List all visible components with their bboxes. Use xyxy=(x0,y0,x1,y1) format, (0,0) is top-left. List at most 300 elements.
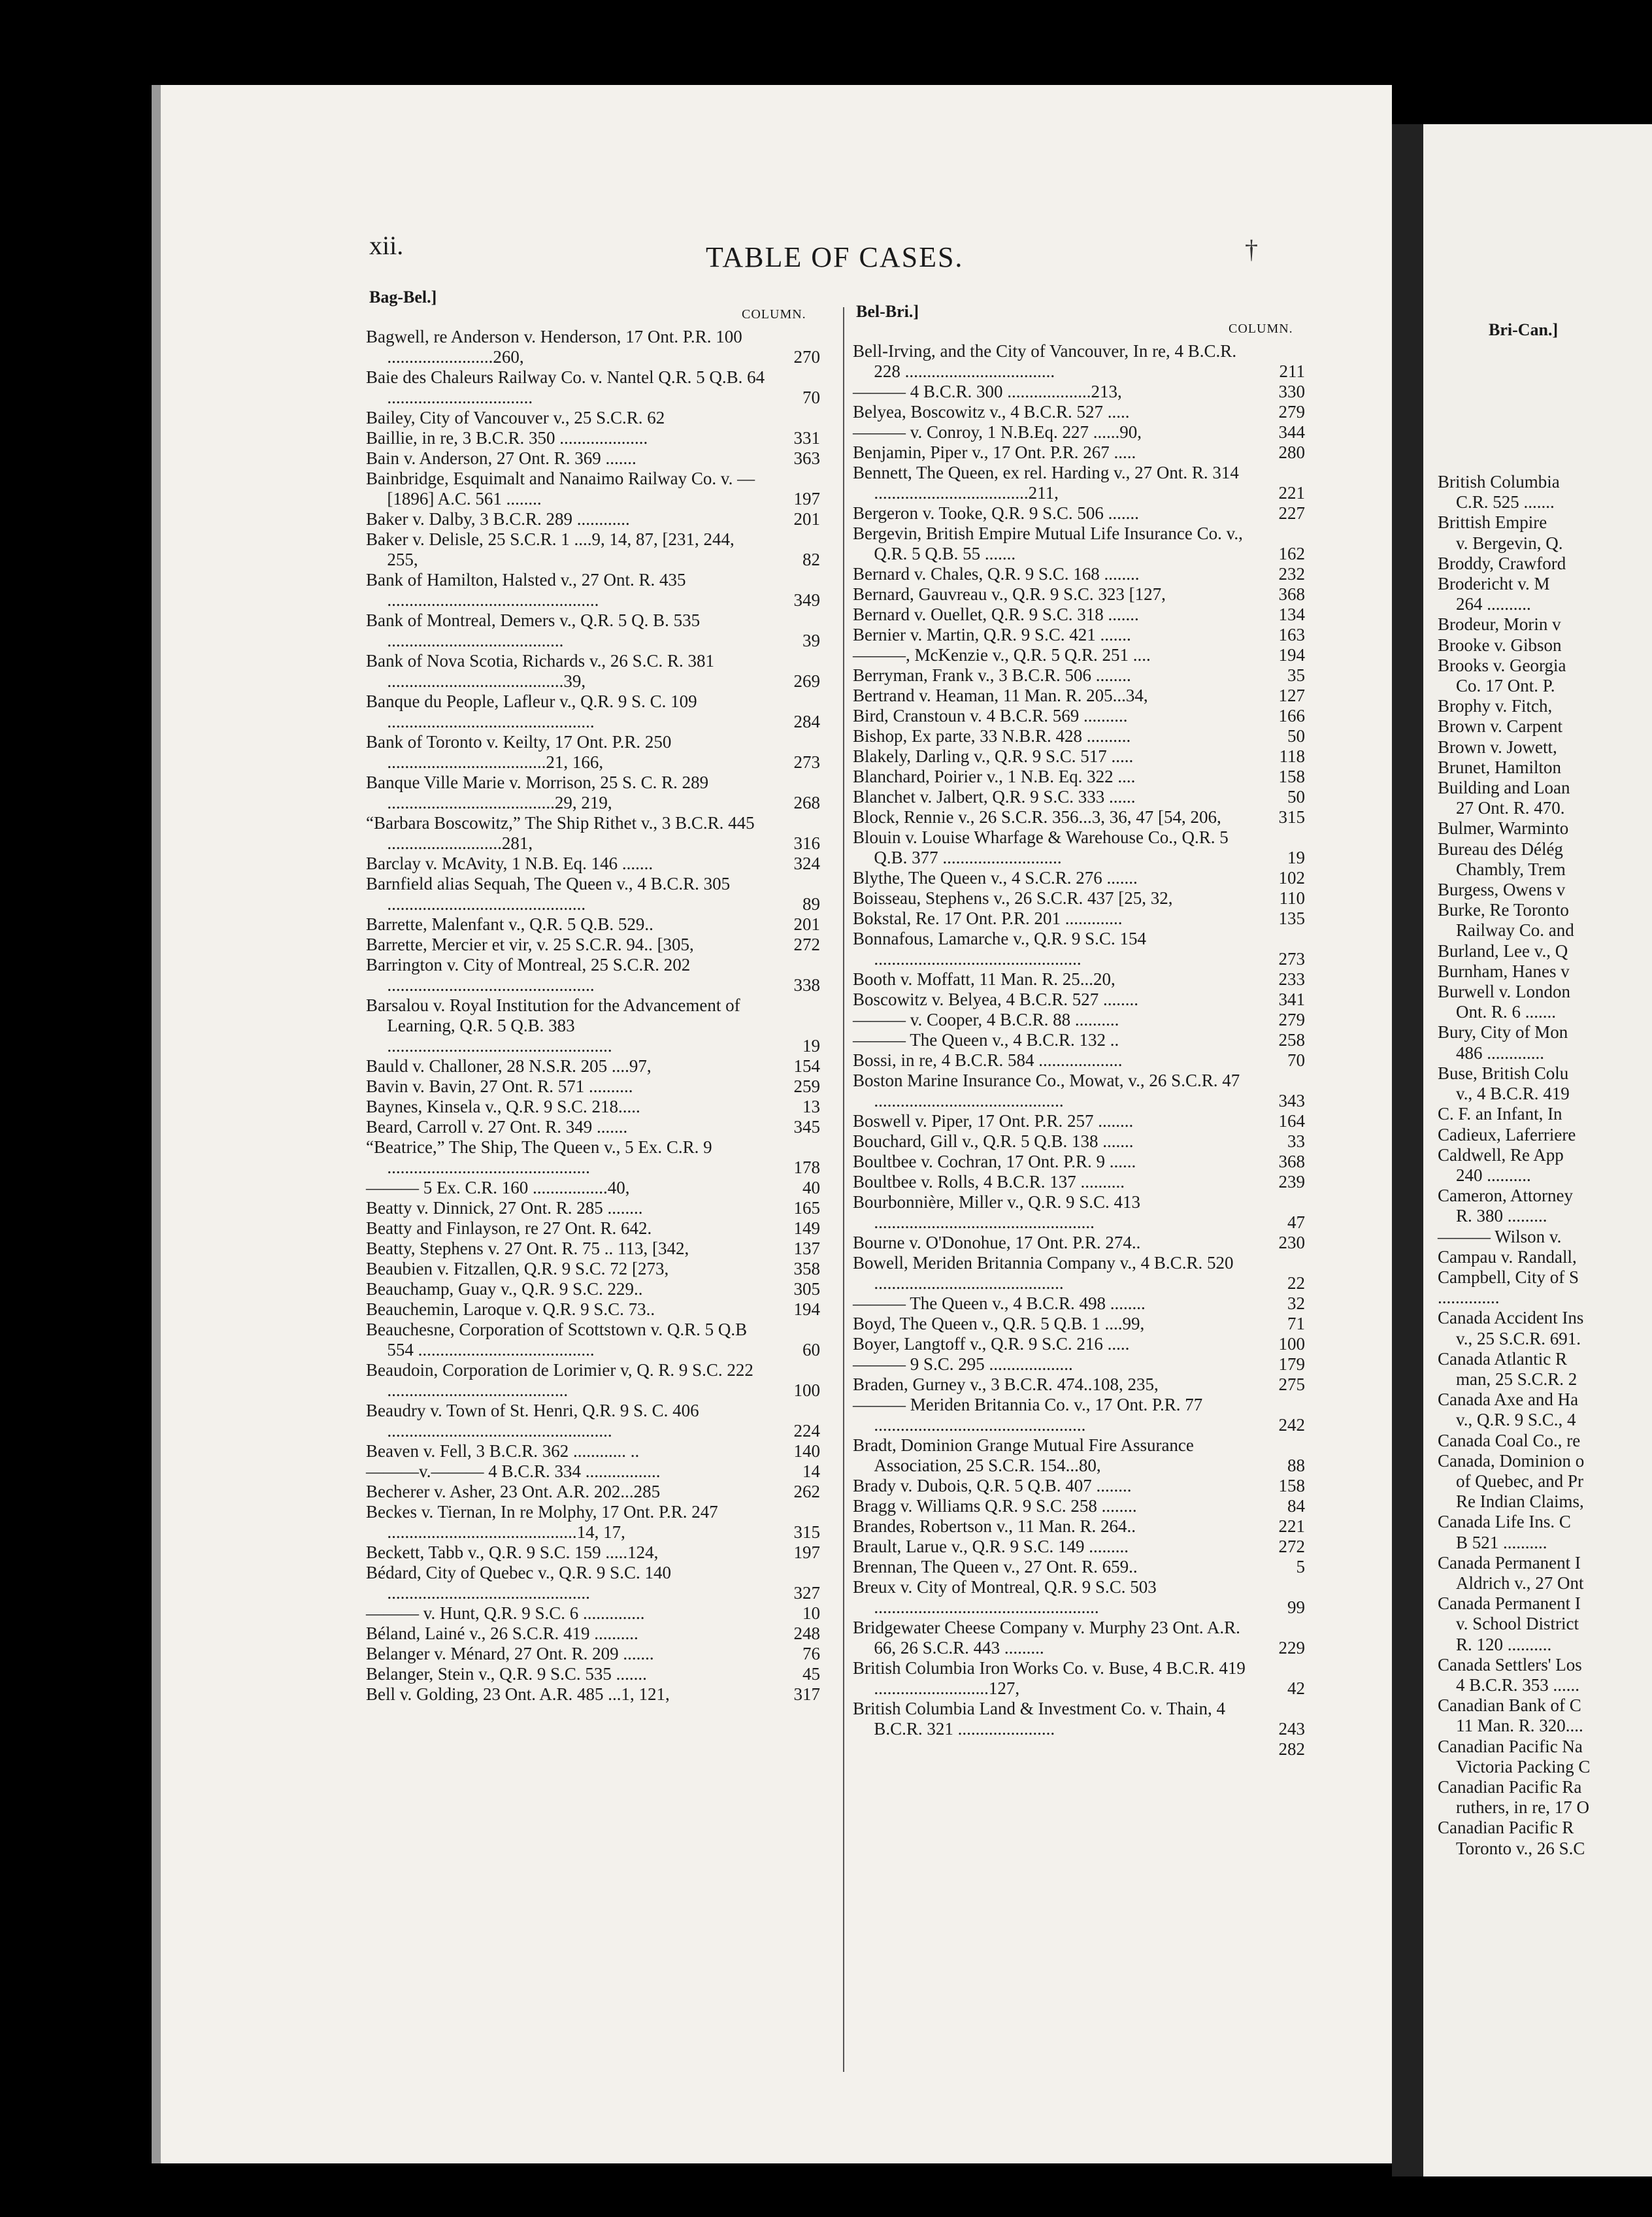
case-citation: Boisseau, Stephens v., 26 S.C.R. 437 [25, 32, xyxy=(853,888,1173,908)
right-page-line: Brooke v. Gibson xyxy=(1438,635,1562,655)
case-citation: Bell-Irving, and the City of Vancouver, In re, 4 B.C.R. 228 .................................. xyxy=(853,341,1237,381)
column-reference: 154 xyxy=(793,1056,820,1076)
column-reference: 137 xyxy=(793,1239,820,1258)
table-of-cases-entry xyxy=(853,990,1305,1010)
column-reference: 14 xyxy=(802,1461,820,1481)
right-page-line: R. 380 ......... xyxy=(1456,1206,1547,1226)
case-citation: Belanger, Stein v., Q.R. 9 S.C. 535 ....... xyxy=(366,1664,647,1684)
case-citation: “Barbara Boscowitz,” The Ship Rithet v., 3 B.C.R. 445 ..........................281, xyxy=(366,813,755,853)
column-reference: 315 xyxy=(1278,807,1305,827)
table-of-cases-entry xyxy=(366,1461,820,1482)
case-citation: Bank of Toronto v. Keilty, 17 Ont. P.R. 250 ....................................21, 166, xyxy=(366,732,672,772)
case-citation: Bowell, Meriden Britannia Company v., 4 B.C.R. 520 ........................................... xyxy=(853,1253,1234,1293)
table-of-cases-entry xyxy=(366,1542,820,1563)
table-of-cases-entry xyxy=(366,1360,820,1401)
right-page-line: 240 .......... xyxy=(1456,1165,1531,1185)
case-citation: ——— The Queen v., 4 B.C.R. 132 .. xyxy=(853,1030,1119,1050)
column-reference: 331 xyxy=(793,428,820,448)
table-of-cases-entry xyxy=(853,726,1305,746)
table-of-cases-entry xyxy=(853,929,1305,969)
table-of-cases-entry xyxy=(853,908,1305,929)
case-citation: Bergeron v. Tooke, Q.R. 9 S.C. 506 ....... xyxy=(853,503,1139,523)
table-of-cases-entry xyxy=(366,1684,820,1705)
case-citation: Beatty v. Dinnick, 27 Ont. R. 285 ........ xyxy=(366,1198,643,1218)
table-of-cases-entry xyxy=(853,503,1305,524)
right-page-line: Canada Life Ins. C xyxy=(1438,1512,1571,1532)
right-page-line: Campau v. Randall, xyxy=(1438,1246,1577,1267)
right-page-line: Canada Permanent I xyxy=(1438,1552,1581,1573)
column-reference: 270 xyxy=(793,347,820,367)
column-reference: 84 xyxy=(1287,1496,1305,1516)
table-of-cases-entry xyxy=(366,327,820,367)
right-page-line: man, 25 S.C.R. 2 xyxy=(1456,1369,1578,1389)
table-of-cases-entry xyxy=(853,402,1305,422)
column-reference: 368 xyxy=(1278,1152,1305,1171)
right-page-line: 264 .......... xyxy=(1456,594,1531,614)
right-page-line: 486 ............. xyxy=(1456,1042,1544,1063)
table-of-cases-entry xyxy=(366,914,820,935)
table-of-cases-entry xyxy=(366,773,820,813)
column-reference: 162 xyxy=(1278,544,1305,563)
case-citation: Barnfield alias Sequah, The Queen v., 4 B.C.R. 305 ............................................. xyxy=(366,874,731,914)
case-citation: ——— v. Cooper, 4 B.C.R. 88 .......... xyxy=(853,1010,1119,1029)
case-citation: Brault, Larue v., Q.R. 9 S.C. 149 ......... xyxy=(853,1537,1129,1556)
case-citation: Bragg v. Williams Q.R. 9 S.C. 258 ........ xyxy=(853,1496,1137,1516)
right-page-line: v. School District xyxy=(1456,1614,1579,1634)
column-reference: 50 xyxy=(1287,787,1305,807)
case-citation: Bank of Nova Scotia, Richards v., 26 S.C. R. 381 ........................................39, xyxy=(366,651,714,691)
table-of-cases-entry xyxy=(853,625,1305,645)
column-divider xyxy=(843,307,844,2072)
column-reference: 60 xyxy=(802,1340,820,1359)
case-citation: ——— v. Hunt, Q.R. 9 S.C. 6 .............. xyxy=(366,1603,645,1623)
column-reference: 327 xyxy=(793,1583,820,1603)
table-of-cases-entry xyxy=(853,1496,1305,1516)
column-reference: 330 xyxy=(1278,382,1305,401)
right-page-line: Canadian Pacific Ra xyxy=(1438,1777,1582,1797)
table-of-cases-entry xyxy=(853,1111,1305,1131)
table-of-cases-entry xyxy=(853,341,1305,382)
right-page-line: British Columbia xyxy=(1438,472,1560,492)
column-reference: 194 xyxy=(1278,645,1305,665)
column-reference: 127 xyxy=(1278,686,1305,705)
right-page-line: Chambly, Trem xyxy=(1456,859,1566,879)
case-citation: Blanchard, Poirier v., 1 N.B. Eq. 322 .... xyxy=(853,767,1136,786)
column-reference: 262 xyxy=(793,1482,820,1501)
column-reference: 76 xyxy=(802,1644,820,1663)
column-reference: 42 xyxy=(1287,1678,1305,1698)
right-page-line: Canada Axe and Ha xyxy=(1438,1390,1579,1410)
case-citation: Booth v. Moffatt, 11 Man. R. 25...20, xyxy=(853,969,1115,989)
column-reference: 100 xyxy=(1278,1334,1305,1354)
case-citation: Boscowitz v. Belyea, 4 B.C.R. 527 ........ xyxy=(853,990,1138,1009)
right-page-line: Aldrich v., 27 Ont xyxy=(1456,1573,1584,1593)
right-page-line: R. 120 .......... xyxy=(1456,1634,1552,1654)
column-reference: 140 xyxy=(793,1441,820,1461)
case-citation: Bernard v. Chales, Q.R. 9 S.C. 168 ........ xyxy=(853,564,1140,584)
column-reference: 102 xyxy=(1278,868,1305,888)
table-of-cases-entry xyxy=(853,382,1305,402)
table-of-cases-entry xyxy=(366,1441,820,1461)
column-reference: 341 xyxy=(1278,990,1305,1009)
right-page-line: Co. 17 Ont. P. xyxy=(1456,676,1555,696)
table-of-cases-entry xyxy=(366,1563,820,1603)
table-of-cases-entry xyxy=(366,1239,820,1259)
table-of-cases-entry xyxy=(366,1320,820,1360)
column-reference: 232 xyxy=(1278,564,1305,584)
table-of-cases-entry xyxy=(366,1218,820,1239)
table-of-cases-entry xyxy=(366,428,820,448)
case-citation: Bossi, in re, 4 B.C.R. 584 ................... xyxy=(853,1050,1123,1070)
table-of-cases-entry xyxy=(853,827,1305,868)
case-citation: Baynes, Kinsela v., Q.R. 9 S.C. 218..... xyxy=(366,1097,640,1116)
right-page-line: .............. xyxy=(1438,1288,1500,1308)
column-reference: 269 xyxy=(793,671,820,691)
case-citation: Bishop, Ex parte, 33 N.B.R. 428 .......... xyxy=(853,726,1131,746)
case-citation: Bernard, Gauvreau v., Q.R. 9 S.C. 323 [127, xyxy=(853,584,1166,604)
case-citation: ——— 9 S.C. 295 ................... xyxy=(853,1354,1073,1374)
column-reference: 259 xyxy=(793,1076,820,1096)
right-page-line: 27 Ont. R. 470. xyxy=(1456,798,1565,818)
case-citation: Blanchet v. Jalbert, Q.R. 9 S.C. 333 ...... xyxy=(853,787,1136,807)
column-reference: 149 xyxy=(793,1218,820,1238)
column-reference: 272 xyxy=(1278,1537,1305,1556)
table-of-cases-entry xyxy=(366,367,820,408)
case-citation: Bank of Hamilton, Halsted v., 27 Ont. R. 435 ................................................ xyxy=(366,570,686,610)
column-reference: 45 xyxy=(802,1664,820,1684)
case-citation: British Columbia Iron Works Co. v. Buse, 4 B.C.R. 419 ..........................127, xyxy=(853,1658,1246,1698)
right-page-line: B 521 .......... xyxy=(1456,1532,1547,1552)
table-of-cases-entry xyxy=(853,584,1305,605)
column-reference: 358 xyxy=(793,1259,820,1278)
column-reference: 221 xyxy=(1278,483,1305,503)
case-citation: Bourbonnière, Miller v., Q.R. 9 S.C. 413 .................................................. xyxy=(853,1192,1140,1232)
case-citation: Beauchemin, Laroque v. Q.R. 9 S.C. 73.. xyxy=(366,1299,655,1319)
table-of-cases-entry xyxy=(853,1172,1305,1192)
column-reference: 82 xyxy=(802,550,820,569)
right-page-line: ——— Wilson v. xyxy=(1438,1226,1562,1246)
table-of-cases-entry xyxy=(853,645,1305,665)
table-of-cases-entry xyxy=(853,706,1305,726)
table-of-cases-entry xyxy=(853,1192,1305,1233)
column-reference: 284 xyxy=(793,712,820,731)
table-of-cases-entry xyxy=(366,874,820,914)
table-of-cases-entry xyxy=(853,564,1305,584)
case-citation: Bonnafous, Lamarche v., Q.R. 9 S.C. 154 ............................................... xyxy=(853,929,1146,969)
case-citation: Beaudry v. Town of St. Henri, Q.R. 9 S. C. 406 ................................................... xyxy=(366,1401,699,1441)
column-reference: 221 xyxy=(1278,1516,1305,1536)
column-reference: 201 xyxy=(793,509,820,529)
table-of-cases-entry xyxy=(366,813,820,854)
column-reference: 135 xyxy=(1278,908,1305,928)
column-reference: 71 xyxy=(1287,1314,1305,1333)
column-reference: 258 xyxy=(1278,1030,1305,1050)
column-reference: 13 xyxy=(802,1097,820,1116)
table-of-cases-entry xyxy=(853,1395,1305,1435)
column-reference: 279 xyxy=(1278,1010,1305,1029)
column-reference: 242 xyxy=(1278,1415,1305,1435)
column-reference: 166 xyxy=(1278,706,1305,725)
right-page-line: 4 B.C.R. 353 ...... xyxy=(1456,1675,1580,1695)
column-reference: 338 xyxy=(793,975,820,995)
table-of-cases-entry xyxy=(366,529,820,570)
case-citation: Brady v. Dubois, Q.R. 5 Q.B. 407 ........ xyxy=(853,1476,1132,1495)
case-citation: Bird, Cranstoun v. 4 B.C.R. 569 .......... xyxy=(853,706,1128,725)
table-of-cases-entry xyxy=(853,422,1305,442)
column-reference: 273 xyxy=(1278,949,1305,969)
table-of-cases-entry xyxy=(366,651,820,692)
column-reference: 363 xyxy=(793,448,820,468)
column-reference: 22 xyxy=(1287,1273,1305,1293)
right-page-line: Bureau des Délég xyxy=(1438,839,1563,859)
right-page-line: Victoria Packing C xyxy=(1456,1756,1591,1776)
table-of-cases-entry xyxy=(366,935,820,955)
case-citation: Beckett, Tabb v., Q.R. 9 S.C. 159 .....124, xyxy=(366,1542,659,1562)
right-page-line: Caldwell, Re App xyxy=(1438,1144,1564,1165)
column-reference: 178 xyxy=(793,1158,820,1177)
column-reference: 158 xyxy=(1278,1476,1305,1495)
right-page-line: Brown v. Jowett, xyxy=(1438,737,1557,757)
table-of-cases-entry xyxy=(853,1334,1305,1354)
right-page-line: Buse, British Colu xyxy=(1438,1063,1569,1083)
table-of-cases-entry xyxy=(366,1482,820,1502)
table-of-cases-entry xyxy=(366,408,820,428)
page-title: TABLE OF CASES. xyxy=(706,241,964,273)
column-reference: 39 xyxy=(802,631,820,650)
table-of-cases-entry xyxy=(853,1435,1305,1476)
column-reference: 305 xyxy=(793,1279,820,1299)
case-citation: Boultbee v. Rolls, 4 B.C.R. 137 .......... xyxy=(853,1172,1125,1192)
table-of-cases-entry xyxy=(853,1618,1305,1658)
right-page-line: Canada Permanent I xyxy=(1438,1593,1581,1614)
table-of-cases-entry xyxy=(366,1178,820,1198)
column-reference: 344 xyxy=(1278,422,1305,442)
case-citation: Blakely, Darling v., Q.R. 9 S.C. 517 ..... xyxy=(853,746,1134,766)
table-of-cases-entry xyxy=(366,1299,820,1320)
table-of-cases-entry xyxy=(366,1603,820,1624)
table-of-cases-entry xyxy=(853,665,1305,686)
table-of-cases-entry xyxy=(366,469,820,509)
column-reference: 70 xyxy=(802,388,820,407)
right-page-line: Burgess, Owens v xyxy=(1438,880,1566,900)
table-of-cases-entry xyxy=(366,1401,820,1441)
column-reference: 158 xyxy=(1278,767,1305,786)
case-citation: Bailey, City of Vancouver v., 25 S.C.R. 62 xyxy=(366,408,665,427)
case-citation: Barclay v. McAvity, 1 N.B. Eq. 146 ....... xyxy=(366,854,653,873)
case-citation: Bokstal, Re. 17 Ont. P.R. 201 ............. xyxy=(853,908,1123,928)
column-reference: 324 xyxy=(793,854,820,873)
table-of-cases-entry xyxy=(853,524,1305,564)
right-page-lines xyxy=(1438,472,1652,1859)
right-page-line: Railway Co. and xyxy=(1456,920,1574,941)
column-reference: 179 xyxy=(1278,1354,1305,1374)
column-reference: 19 xyxy=(802,1036,820,1056)
case-citation: Bernard v. Ouellet, Q.R. 9 S.C. 318 ....... xyxy=(853,605,1139,624)
table-of-cases-entry xyxy=(853,1537,1305,1557)
case-citation: British Columbia Land & Investment Co. v. Thain, 4 B.C.R. 321 ...................... xyxy=(853,1699,1225,1739)
column-reference: 315 xyxy=(793,1522,820,1542)
right-page-line: Canadian Pacific Na xyxy=(1438,1736,1583,1756)
table-of-cases-entry xyxy=(853,1233,1305,1253)
right-page-line: C.R. 525 ....... xyxy=(1456,492,1555,512)
right-page-line: v., Q.R. 9 S.C., 4 xyxy=(1456,1410,1576,1430)
column-reference: 35 xyxy=(1287,665,1305,685)
case-citation: Berryman, Frank v., 3 B.C.R. 506 ........ xyxy=(853,665,1131,685)
column-reference: 50 xyxy=(1287,726,1305,746)
case-citation: Bertrand v. Heaman, 11 Man. R. 205...34, xyxy=(853,686,1148,705)
case-citation: Boyd, The Queen v., Q.R. 5 Q.B. 1 ....99, xyxy=(853,1314,1145,1333)
table-of-cases-entry xyxy=(366,610,820,651)
table-of-cases-entry xyxy=(853,1516,1305,1537)
case-citation: Beatty, Stephens v. 27 Ont. R. 75 .. 113, [342, xyxy=(366,1239,689,1258)
case-citation: Beauchesne, Corporation of Scottstown v. Q.R. 5 Q.B 554 ........................................ xyxy=(366,1320,748,1359)
right-page-line: Brodericht v. M xyxy=(1438,574,1550,594)
case-citation: Bell v. Golding, 23 Ont. A.R. 485 ...1, 121, xyxy=(366,1684,670,1704)
column-reference: 19 xyxy=(1287,848,1305,867)
case-citation: Brennan, The Queen v., 27 Ont. R. 659.. xyxy=(853,1557,1138,1576)
table-of-cases-entry xyxy=(366,1137,820,1178)
table-of-cases-entry xyxy=(366,1076,820,1097)
case-citation: Béland, Lainé v., 26 S.C.R. 419 .......... xyxy=(366,1624,638,1643)
column-reference: 343 xyxy=(1278,1091,1305,1110)
table-of-cases-entry xyxy=(853,1050,1305,1071)
column-reference: 233 xyxy=(1278,969,1305,989)
case-citation: “Beatrice,” The Ship, The Queen v., 5 Ex. C.R. 9 .............................................. xyxy=(366,1137,712,1177)
column-2-label: COLUMN. xyxy=(1229,322,1293,336)
right-page-line: Brooks v. Georgia xyxy=(1438,655,1566,675)
table-of-cases-entry xyxy=(853,1557,1305,1577)
case-citation: Belyea, Boscowitz v., 4 B.C.R. 527 ..... xyxy=(853,402,1130,422)
column-reference: 229 xyxy=(1278,1638,1305,1658)
right-page-line: Bulmer, Warminto xyxy=(1438,818,1569,839)
column-reference: 243 xyxy=(1278,1719,1305,1739)
table-of-cases-entry xyxy=(853,1152,1305,1172)
column-reference: 134 xyxy=(1278,605,1305,624)
case-citation: Blythe, The Queen v., 4 S.C.R. 276 ....... xyxy=(853,868,1138,888)
case-citation: Beaudoin, Corporation de Lorimier v, Q. R. 9 S.C. 222 ......................................... xyxy=(366,1360,753,1400)
column-reference: 89 xyxy=(802,894,820,914)
margin-mark: † xyxy=(1245,235,1258,264)
case-citation: Blouin v. Louise Wharfage & Warehouse Co., Q.R. 5 Q.B. 377 ........................... xyxy=(853,827,1229,867)
case-citation: Baker v. Delisle, 25 S.C.R. 1 ....9, 14, 87, [231, 244, 255, xyxy=(366,529,735,569)
column-reference: 33 xyxy=(1287,1131,1305,1151)
right-page-line: Canadian Bank of C xyxy=(1438,1695,1581,1716)
case-citation: Bauld v. Challoner, 28 N.S.R. 205 ....97, xyxy=(366,1056,652,1076)
case-citation: Beatty and Finlayson, re 27 Ont. R. 642. xyxy=(366,1218,652,1238)
case-citation: Bergevin, British Empire Mutual Life Insurance Co. v., Q.R. 5 Q.B. 55 ....... xyxy=(853,524,1243,563)
case-citation: Barrette, Mercier et vir, v. 25 S.C.R. 94.. [305, xyxy=(366,935,694,954)
right-page-line: 11 Man. R. 320.... xyxy=(1456,1716,1583,1736)
column-reference: 40 xyxy=(802,1178,820,1197)
table-of-cases-entry xyxy=(366,1664,820,1684)
right-page-line: Bury, City of Mon xyxy=(1438,1022,1568,1042)
column-reference: 280 xyxy=(1278,442,1305,462)
case-citation: Block, Rennie v., 26 S.C.R. 356...3, 36, 47 [54, 206, xyxy=(853,807,1221,827)
column-reference: 349 xyxy=(793,590,820,610)
table-of-cases-entry xyxy=(853,969,1305,990)
right-page-line: Canada Atlantic R xyxy=(1438,1348,1567,1369)
column-reference: 345 xyxy=(793,1117,820,1137)
table-of-cases-entry xyxy=(366,995,820,1056)
column-reference: 70 xyxy=(1287,1050,1305,1070)
column-reference: 279 xyxy=(1278,402,1305,422)
case-citation: Barrette, Malenfant v., Q.R. 5 Q.B. 529.. xyxy=(366,914,653,934)
case-citation: Belanger v. Ménard, 27 Ont. R. 209 ....... xyxy=(366,1644,654,1663)
table-of-cases-entry xyxy=(366,448,820,469)
column-1-entries xyxy=(366,327,820,1705)
column-1-range: Bag-Bel.] xyxy=(369,288,437,307)
column-reference: 194 xyxy=(793,1299,820,1319)
case-citation: Beaven v. Fell, 3 B.C.R. 362 ............ .. xyxy=(366,1441,640,1461)
table-of-cases-entry xyxy=(853,442,1305,463)
column-reference: 197 xyxy=(793,489,820,508)
column-reference: 100 xyxy=(793,1380,820,1400)
right-page-line: of Quebec, and Pr xyxy=(1456,1471,1583,1491)
case-citation: Bain v. Anderson, 27 Ont. R. 369 ....... xyxy=(366,448,636,468)
right-page-line: Burke, Re Toronto xyxy=(1438,900,1569,920)
table-of-cases-entry xyxy=(853,1354,1305,1375)
right-page-line: Cameron, Attorney xyxy=(1438,1186,1573,1206)
case-citation: ——— v. Conroy, 1 N.B.Eq. 227 ......90, xyxy=(853,422,1142,442)
table-of-cases-entry xyxy=(366,1056,820,1076)
right-page-line: Brodeur, Morin v xyxy=(1438,614,1561,635)
column-reference: 368 xyxy=(1278,584,1305,604)
case-citation: ———v.——— 4 B.C.R. 334 ................. xyxy=(366,1461,661,1481)
right-page-line: Canada Coal Co., re xyxy=(1438,1430,1581,1450)
case-citation: Bridgewater Cheese Company v. Murphy 23 Ont. A.R. 66, 26 S.C.R. 443 ......... xyxy=(853,1618,1240,1658)
table-of-cases-entry xyxy=(366,570,820,610)
case-citation: Barrington v. City of Montreal, 25 S.C.R. 202 ............................................... xyxy=(366,955,691,995)
column-reference: 239 xyxy=(1278,1172,1305,1192)
column-reference: 88 xyxy=(1287,1456,1305,1475)
table-of-cases-entry xyxy=(853,787,1305,807)
column-reference: 248 xyxy=(793,1624,820,1643)
right-column-range: Bri-Can.] xyxy=(1489,320,1559,339)
case-citation: Brandes, Robertson v., 11 Man. R. 264.. xyxy=(853,1516,1136,1536)
table-of-cases-entry xyxy=(853,1739,1305,1759)
column-reference: 110 xyxy=(1279,888,1305,908)
column-reference: 5 xyxy=(1296,1557,1305,1576)
case-citation: Banque du People, Lafleur v., Q.R. 9 S. C. 109 ............................................... xyxy=(366,692,697,731)
table-of-cases-entry xyxy=(853,868,1305,888)
table-of-cases-entry xyxy=(366,1259,820,1279)
right-page-line: v., 25 S.C.R. 691. xyxy=(1456,1328,1581,1348)
column-reference: 10 xyxy=(802,1603,820,1623)
right-page-line: Broddy, Crawford xyxy=(1438,553,1566,573)
right-page-line: Brown v. Carpent xyxy=(1438,716,1562,737)
case-citation: Banque Ville Marie v. Morrison, 25 S. C. R. 289 ......................................29, 219, xyxy=(366,773,709,812)
column-2-entries xyxy=(853,341,1305,1759)
right-page-line: v. Bergevin, Q. xyxy=(1456,533,1563,553)
right-page-line: Cadieux, Laferriere xyxy=(1438,1124,1576,1144)
case-citation: Bainbridge, Esquimalt and Nanaimo Railway Co. v. — [1896] A.C. 561 ........ xyxy=(366,469,755,508)
column-reference: 99 xyxy=(1287,1597,1305,1617)
right-page-line: Burwell v. London xyxy=(1438,982,1570,1002)
right-page-line: v., 4 B.C.R. 419 xyxy=(1456,1084,1570,1104)
case-citation: Bédard, City of Quebec v., Q.R. 9 S.C. 140 .............................................. xyxy=(366,1563,671,1603)
case-citation: Beauchamp, Guay v., Q.R. 9 S.C. 229.. xyxy=(366,1279,643,1299)
case-citation: ——— 5 Ex. C.R. 160 .................40, xyxy=(366,1178,630,1197)
case-citation: Becherer v. Asher, 23 Ont. A.R. 202...285 xyxy=(366,1482,661,1501)
column-reference: 316 xyxy=(793,833,820,853)
table-of-cases-entry xyxy=(853,1131,1305,1152)
right-page-line: Canada, Dominion o xyxy=(1438,1450,1585,1471)
column-reference: 201 xyxy=(793,914,820,934)
table-of-cases-entry xyxy=(366,1279,820,1299)
right-page-line: Canada Settlers' Los xyxy=(1438,1654,1582,1675)
column-reference: 165 xyxy=(793,1198,820,1218)
table-of-cases-entry xyxy=(366,854,820,874)
